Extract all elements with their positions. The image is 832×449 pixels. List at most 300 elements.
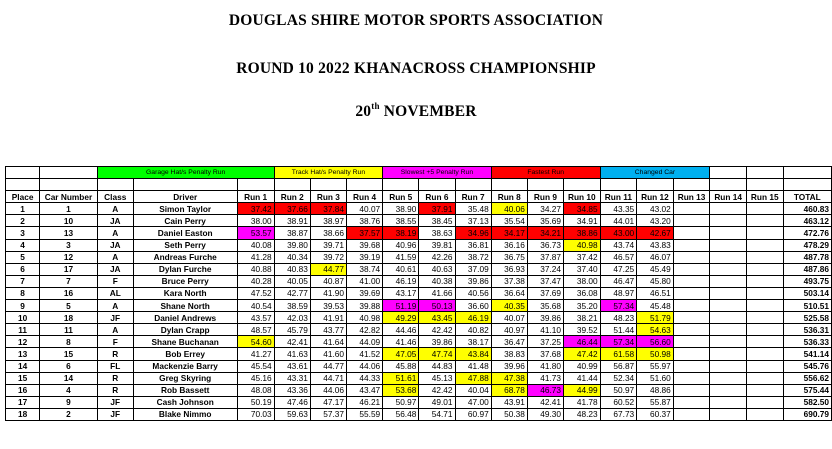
car-number-cell: 13 (40, 227, 97, 239)
place-cell: 10 (6, 312, 40, 324)
empty-run-cell (710, 396, 747, 408)
run-time-cell: 40.06 (491, 203, 527, 215)
table-row (6, 348, 832, 360)
run-time-cell: 38.72 (455, 251, 491, 263)
run-time-cell: 40.97 (491, 324, 527, 336)
run-time-cell: 37.42 (237, 203, 274, 215)
empty-run-cell (673, 408, 710, 420)
run-time-cell: 46.57 (600, 251, 637, 263)
car-number-cell: 1 (40, 203, 97, 215)
column-header: Run 5 (383, 191, 419, 203)
car-number-cell: 5 (40, 300, 97, 312)
run-time-cell: 60.37 (637, 408, 674, 420)
run-time-cell: 45.48 (637, 300, 674, 312)
empty-run-cell (710, 336, 747, 348)
run-time-cell: 38.19 (383, 227, 419, 239)
run-time-cell: 43.35 (600, 203, 637, 215)
legend-row (6, 167, 832, 179)
run-time-cell: 40.63 (419, 263, 455, 275)
total-cell: 556.62 (783, 372, 831, 384)
total-cell: 525.58 (783, 312, 831, 324)
run-time-cell: 34.21 (527, 227, 563, 239)
class-cell: A (97, 227, 133, 239)
column-header: Run 2 (274, 191, 310, 203)
run-time-cell: 46.47 (600, 275, 637, 287)
empty-run-cell (746, 312, 783, 324)
total-cell: 536.31 (783, 324, 831, 336)
table-row (6, 227, 832, 239)
page-title: DOUGLAS SHIRE MOTOR SPORTS ASSOCIATION (228, 12, 604, 29)
run-time-cell: 42.67 (637, 227, 674, 239)
run-time-cell: 38.63 (419, 227, 455, 239)
run-time-cell: 36.08 (564, 287, 601, 299)
total-cell: 545.76 (783, 360, 831, 372)
empty-run-cell (673, 227, 710, 239)
run-time-cell: 37.68 (527, 348, 563, 360)
run-time-cell: 46.19 (383, 275, 419, 287)
run-time-cell: 40.07 (491, 312, 527, 324)
empty-run-cell (673, 324, 710, 336)
column-header: Run 12 (637, 191, 674, 203)
run-time-cell: 46.73 (527, 384, 563, 396)
run-time-cell: 49.29 (383, 312, 419, 324)
run-time-cell: 34.27 (527, 203, 563, 215)
run-time-cell: 46.19 (455, 312, 491, 324)
run-time-cell: 48.23 (564, 408, 601, 420)
place-cell: 18 (6, 408, 40, 420)
run-time-cell: 36.60 (455, 300, 491, 312)
run-time-cell: 46.07 (637, 251, 674, 263)
run-time-cell: 39.68 (347, 239, 383, 251)
total-cell: 487.78 (783, 251, 831, 263)
run-time-cell: 37.25 (527, 336, 563, 348)
run-time-cell: 57.34 (600, 300, 637, 312)
legend-track-penalty: Track Hat/s Penalty Run (274, 167, 383, 179)
place-cell: 14 (6, 360, 40, 372)
car-number-cell: 8 (40, 336, 97, 348)
table-row (6, 396, 832, 408)
total-cell: 487.86 (783, 263, 831, 275)
place-cell: 6 (6, 263, 40, 275)
run-time-cell: 36.93 (491, 263, 527, 275)
empty-run-cell (746, 408, 783, 420)
run-time-cell: 45.16 (237, 372, 274, 384)
driver-cell: Shane North (133, 300, 237, 312)
run-time-cell: 46.51 (637, 287, 674, 299)
empty-run-cell (673, 300, 710, 312)
column-header: Run 13 (673, 191, 710, 203)
empty-run-cell (710, 372, 747, 384)
run-time-cell: 45.54 (237, 360, 274, 372)
run-time-cell: 40.04 (455, 384, 491, 396)
run-time-cell: 39.88 (347, 300, 383, 312)
class-cell: R (97, 348, 133, 360)
run-time-cell: 38.90 (383, 203, 419, 215)
run-time-cell: 43.47 (347, 384, 383, 396)
car-number-cell: 15 (40, 348, 97, 360)
empty-run-cell (673, 239, 710, 251)
table-row (6, 360, 832, 372)
run-time-cell: 47.42 (564, 348, 601, 360)
run-time-cell: 55.59 (347, 408, 383, 420)
table-row (6, 203, 832, 215)
run-time-cell: 43.84 (455, 348, 491, 360)
run-time-cell: 38.76 (347, 215, 383, 227)
column-header: Run 9 (527, 191, 563, 203)
header-row (6, 191, 832, 203)
run-time-cell: 43.45 (419, 312, 455, 324)
empty-run-cell (746, 203, 783, 215)
run-time-cell: 40.99 (564, 360, 601, 372)
place-cell: 11 (6, 324, 40, 336)
class-cell: R (97, 372, 133, 384)
driver-cell: Seth Perry (133, 239, 237, 251)
table-row (6, 384, 832, 396)
table-row (6, 239, 832, 251)
run-time-cell: 43.00 (600, 227, 637, 239)
run-time-cell: 43.02 (637, 203, 674, 215)
run-time-cell: 39.80 (274, 239, 310, 251)
run-time-cell: 41.78 (564, 396, 601, 408)
run-time-cell: 50.19 (237, 396, 274, 408)
driver-cell: Bruce Perry (133, 275, 237, 287)
run-time-cell: 41.91 (310, 312, 346, 324)
class-cell: AL (97, 287, 133, 299)
legend-garage-penalty: Garage Hat/s Penalty Run (97, 167, 274, 179)
driver-cell: Daniel Andrews (133, 312, 237, 324)
run-time-cell: 42.41 (527, 396, 563, 408)
column-header: Run 1 (237, 191, 274, 203)
run-time-cell: 52.34 (600, 372, 637, 384)
run-time-cell: 36.75 (491, 251, 527, 263)
total-cell: 503.14 (783, 287, 831, 299)
car-number-cell: 7 (40, 275, 97, 287)
page-subtitle: ROUND 10 2022 KHANACROSS CHAMPIONSHIP (236, 60, 596, 77)
run-time-cell: 38.55 (383, 215, 419, 227)
run-time-cell: 40.98 (564, 239, 601, 251)
driver-cell: Shane Buchanan (133, 336, 237, 348)
run-time-cell: 38.86 (564, 227, 601, 239)
run-time-cell: 37.13 (455, 215, 491, 227)
empty-run-cell (710, 300, 747, 312)
place-cell: 8 (6, 287, 40, 299)
run-time-cell: 46.21 (347, 396, 383, 408)
driver-cell: Daniel Easton (133, 227, 237, 239)
run-time-cell: 41.59 (383, 251, 419, 263)
run-time-cell: 37.84 (310, 203, 346, 215)
run-time-cell: 38.74 (347, 263, 383, 275)
empty-run-cell (746, 215, 783, 227)
run-time-cell: 36.73 (527, 239, 563, 251)
class-cell: R (97, 384, 133, 396)
class-cell: F (97, 336, 133, 348)
run-time-cell: 47.00 (455, 396, 491, 408)
run-time-cell: 43.20 (637, 215, 674, 227)
column-header: Run 4 (347, 191, 383, 203)
driver-cell: Simon Taylor (133, 203, 237, 215)
run-time-cell: 39.71 (310, 239, 346, 251)
run-time-cell: 40.05 (274, 275, 310, 287)
place-cell: 15 (6, 372, 40, 384)
class-cell: A (97, 300, 133, 312)
run-time-cell: 70.03 (237, 408, 274, 420)
empty-run-cell (710, 287, 747, 299)
run-time-cell: 38.66 (310, 227, 346, 239)
legend-changed-car: Changed Car (600, 167, 710, 179)
run-time-cell: 50.13 (419, 300, 455, 312)
total-cell: 493.75 (783, 275, 831, 287)
run-time-cell: 47.25 (600, 263, 637, 275)
run-time-cell: 37.40 (564, 263, 601, 275)
driver-cell: Mackenzie Barry (133, 360, 237, 372)
empty-run-cell (746, 300, 783, 312)
empty-run-cell (746, 227, 783, 239)
run-time-cell: 37.91 (419, 203, 455, 215)
place-cell: 12 (6, 336, 40, 348)
run-time-cell: 40.88 (237, 263, 274, 275)
place-cell: 7 (6, 275, 40, 287)
run-time-cell: 41.10 (527, 324, 563, 336)
date-suffix: th (371, 101, 380, 111)
run-time-cell: 39.19 (347, 251, 383, 263)
run-time-cell: 38.83 (491, 348, 527, 360)
run-time-cell: 34.17 (491, 227, 527, 239)
run-time-cell: 54.71 (419, 408, 455, 420)
run-time-cell: 67.73 (600, 408, 637, 420)
car-number-cell: 11 (40, 324, 97, 336)
run-time-cell: 56.60 (637, 336, 674, 348)
run-time-cell: 41.28 (237, 251, 274, 263)
run-time-cell: 39.86 (527, 312, 563, 324)
run-time-cell: 44.33 (347, 372, 383, 384)
run-time-cell: 44.09 (347, 336, 383, 348)
run-time-cell: 43.77 (310, 324, 346, 336)
run-time-cell: 53.57 (237, 227, 274, 239)
run-time-cell: 47.05 (383, 348, 419, 360)
run-time-cell: 35.54 (491, 215, 527, 227)
run-time-cell: 42.77 (274, 287, 310, 299)
driver-cell: Cain Perry (133, 215, 237, 227)
place-cell: 9 (6, 300, 40, 312)
column-header: Car Number (40, 191, 97, 203)
empty-run-cell (746, 348, 783, 360)
run-time-cell: 61.58 (600, 348, 637, 360)
place-cell: 1 (6, 203, 40, 215)
run-time-cell: 45.79 (274, 324, 310, 336)
column-header: Run 15 (746, 191, 783, 203)
empty-run-cell (710, 263, 747, 275)
empty-run-cell (710, 227, 747, 239)
run-time-cell: 68.78 (491, 384, 527, 396)
total-cell: 541.14 (783, 348, 831, 360)
empty-run-cell (746, 263, 783, 275)
empty-run-cell (710, 348, 747, 360)
empty-run-cell (710, 408, 747, 420)
run-time-cell: 37.24 (527, 263, 563, 275)
run-time-cell: 43.31 (274, 372, 310, 384)
run-time-cell: 54.63 (637, 324, 674, 336)
run-time-cell: 59.63 (274, 408, 310, 420)
driver-cell: Cash Johnson (133, 396, 237, 408)
empty-run-cell (746, 396, 783, 408)
driver-cell: Bob Errey (133, 348, 237, 360)
class-cell: A (97, 203, 133, 215)
total-cell: 463.12 (783, 215, 831, 227)
run-time-cell: 39.86 (455, 275, 491, 287)
run-time-cell: 38.00 (564, 275, 601, 287)
run-time-cell: 45.80 (637, 275, 674, 287)
empty-run-cell (746, 336, 783, 348)
run-time-cell: 39.52 (564, 324, 601, 336)
legend-slowest-penalty: Slowest +5 Penalty Run (383, 167, 492, 179)
class-cell: JF (97, 408, 133, 420)
run-time-cell: 49.01 (419, 396, 455, 408)
car-number-cell: 12 (40, 251, 97, 263)
run-time-cell: 37.38 (491, 275, 527, 287)
run-time-cell: 40.38 (419, 275, 455, 287)
run-time-cell: 37.57 (347, 227, 383, 239)
car-number-cell: 4 (40, 384, 97, 396)
run-time-cell: 43.74 (600, 239, 637, 251)
class-cell: JF (97, 312, 133, 324)
run-time-cell: 40.08 (237, 239, 274, 251)
run-time-cell: 45.88 (383, 360, 419, 372)
class-cell: JA (97, 239, 133, 251)
run-time-cell: 41.90 (310, 287, 346, 299)
run-time-cell: 55.97 (637, 360, 674, 372)
run-time-cell: 49.30 (527, 408, 563, 420)
run-time-cell: 38.45 (419, 215, 455, 227)
run-time-cell: 38.59 (274, 300, 310, 312)
empty-run-cell (710, 275, 747, 287)
run-time-cell: 43.36 (274, 384, 310, 396)
empty-run-cell (710, 203, 747, 215)
class-cell: JF (97, 396, 133, 408)
run-time-cell: 50.98 (637, 348, 674, 360)
car-number-cell: 10 (40, 215, 97, 227)
run-time-cell: 42.41 (274, 336, 310, 348)
empty-run-cell (673, 251, 710, 263)
run-time-cell: 60.52 (600, 396, 637, 408)
empty-run-cell (673, 336, 710, 348)
run-time-cell: 41.00 (347, 275, 383, 287)
run-time-cell: 44.77 (310, 360, 346, 372)
column-header: Place (6, 191, 40, 203)
run-time-cell: 56.48 (383, 408, 419, 420)
event-date (0, 103, 832, 121)
empty-run-cell (746, 287, 783, 299)
table-row (6, 372, 832, 384)
column-header: Run 6 (419, 191, 455, 203)
run-time-cell: 37.42 (564, 251, 601, 263)
run-time-cell: 39.86 (419, 336, 455, 348)
empty-run-cell (746, 384, 783, 396)
column-header: Class (97, 191, 133, 203)
run-time-cell: 40.34 (274, 251, 310, 263)
run-time-cell: 38.97 (310, 215, 346, 227)
run-time-cell: 36.81 (455, 239, 491, 251)
table-row (6, 287, 832, 299)
car-number-cell: 14 (40, 372, 97, 384)
table-row (6, 324, 832, 336)
run-time-cell: 40.83 (274, 263, 310, 275)
empty-run-cell (673, 287, 710, 299)
run-time-cell: 50.97 (383, 396, 419, 408)
driver-cell: Rob Bassett (133, 384, 237, 396)
empty-run-cell (673, 372, 710, 384)
total-cell: 575.44 (783, 384, 831, 396)
column-header: TOTAL (783, 191, 831, 203)
run-time-cell: 43.61 (274, 360, 310, 372)
empty-run-cell (746, 251, 783, 263)
class-cell: A (97, 324, 133, 336)
table-row (6, 275, 832, 287)
run-time-cell: 40.82 (455, 324, 491, 336)
run-time-cell: 41.52 (347, 348, 383, 360)
run-time-cell: 41.63 (274, 348, 310, 360)
run-time-cell: 41.73 (527, 372, 563, 384)
empty-run-cell (673, 348, 710, 360)
run-time-cell: 34.96 (455, 227, 491, 239)
run-time-cell: 43.57 (237, 312, 274, 324)
run-time-cell: 40.56 (455, 287, 491, 299)
empty-run-cell (673, 396, 710, 408)
run-time-cell: 40.61 (383, 263, 419, 275)
car-number-cell: 6 (40, 360, 97, 372)
class-cell: A (97, 251, 133, 263)
table-row (6, 408, 832, 420)
run-time-cell: 56.87 (600, 360, 637, 372)
place-cell: 4 (6, 239, 40, 251)
driver-cell: Kara North (133, 287, 237, 299)
table-row (6, 263, 832, 275)
column-header: Run 10 (564, 191, 601, 203)
run-time-cell: 44.71 (310, 372, 346, 384)
run-time-cell: 51.79 (637, 312, 674, 324)
run-time-cell: 40.87 (310, 275, 346, 287)
run-time-cell: 38.87 (274, 227, 310, 239)
run-time-cell: 48.97 (600, 287, 637, 299)
run-time-cell: 45.13 (419, 372, 455, 384)
class-cell: FL (97, 360, 133, 372)
run-time-cell: 41.44 (564, 372, 601, 384)
run-time-cell: 41.66 (419, 287, 455, 299)
run-time-cell: 39.96 (491, 360, 527, 372)
car-number-cell: 17 (40, 263, 97, 275)
run-time-cell: 41.46 (383, 336, 419, 348)
date-month: NOVEMBER (383, 103, 477, 120)
run-time-cell: 38.91 (274, 215, 310, 227)
run-time-cell: 42.03 (274, 312, 310, 324)
empty-run-cell (710, 324, 747, 336)
run-time-cell: 37.47 (527, 275, 563, 287)
run-time-cell: 36.16 (491, 239, 527, 251)
run-time-cell: 48.23 (600, 312, 637, 324)
empty-run-cell (746, 239, 783, 251)
run-time-cell: 42.42 (419, 324, 455, 336)
run-time-cell: 39.69 (347, 287, 383, 299)
spacer-row (6, 179, 832, 191)
run-time-cell: 41.27 (237, 348, 274, 360)
run-time-cell: 36.47 (491, 336, 527, 348)
run-time-cell: 44.46 (383, 324, 419, 336)
run-time-cell: 43.17 (383, 287, 419, 299)
empty-run-cell (710, 360, 747, 372)
total-cell: 478.29 (783, 239, 831, 251)
class-cell: JA (97, 215, 133, 227)
run-time-cell: 44.01 (600, 215, 637, 227)
run-time-cell: 41.80 (527, 360, 563, 372)
